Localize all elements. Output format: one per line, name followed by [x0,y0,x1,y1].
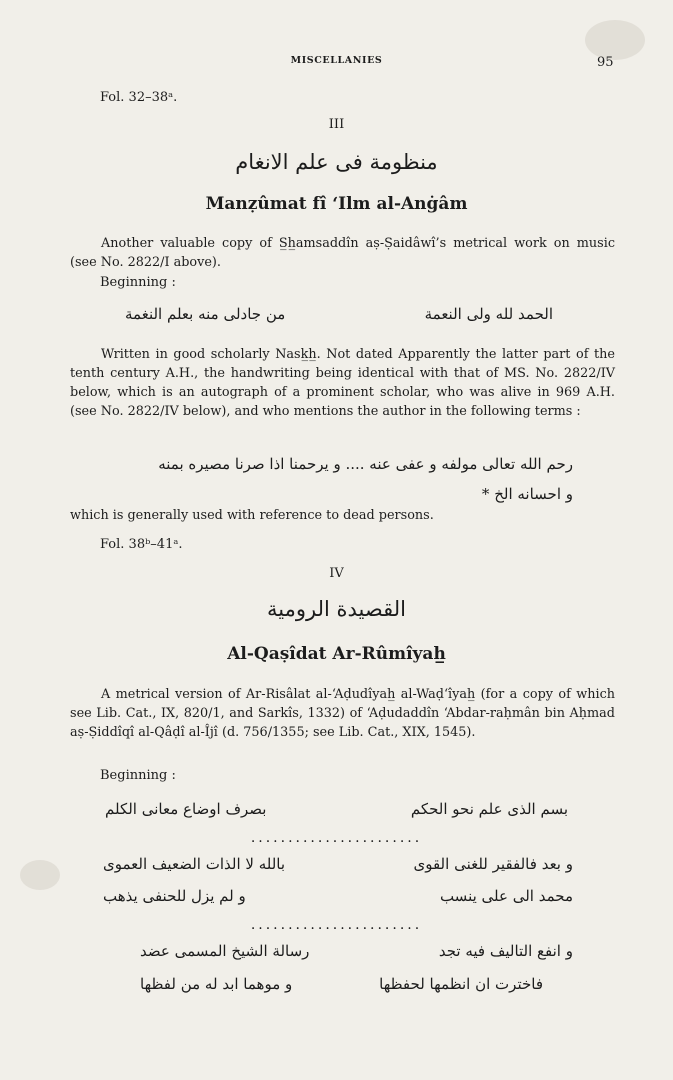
section-numeral-iii: III [328,117,345,132]
verse-1-right: بسم الذى علم نحو الحكم [410,800,568,818]
description-paragraph-4: A metrical version of Ar-Risâlat al-ʻAḍudîyah̲ al-Waḍʻîyah̲ (for a copy of which see Lib. Cat., IX, 820/1, and Sarkîs, 1332) of ʻAḍudaddîn ʻAbdar-raḥmân bin Aḥmad aṣ-Ṣiddîqî al-Qâḍî al-Îjî (d. 756/1355; see Lib. Cat., XIX, 1545). [70,687,615,740]
section-title-1: Manẓûmat fî ʻIlm al-Anġâm [205,194,468,214]
beginning-arabic-right: الحمد لله ولى النعمة [424,305,553,323]
quote-arabic-line-2: و احسانه الخ * [481,485,573,503]
folio-reference-2: Fol. 38ᵇ–41ᵃ. [100,537,183,552]
ellipsis-dots-2: ....................... [250,917,423,933]
verse-5-left: و موهما ابد له من لفظها [140,975,293,993]
section-title-2: Al-Qaṣîdat Ar-Rûmîyah̲ [227,644,446,664]
verse-1-left: بصرف اوضاع معانى الكلم [105,800,267,818]
description-paragraph-3: which is generally used with reference to dead persons. [70,508,434,523]
description-paragraph-1: Another valuable copy of S̲h̲amsaddîn aṣ-Ṣaidâwî’s metrical work on music (see No. 2822/I above). [70,236,615,270]
verse-2-right: و بعد فالفقير للغنى القوى [413,855,573,873]
beginning-label-1: Beginning : [100,275,176,290]
verse-3-left: و لم يزل للحنفى يذهب [103,887,246,905]
verse-5-right: فاخترت ان انظمها لحفظها [379,975,543,993]
beginning-arabic-left: من جادلى منه بعلم النغمة [125,305,286,323]
verse-3-right: محمد الى على ينسب [439,887,573,905]
page-number: 95 [597,55,614,70]
verse-4-left: رسالة الشيخ المسمى عضد [140,942,310,960]
running-head: MISCELLANIES [290,55,383,66]
ellipsis-dots-1: ....................... [250,830,423,846]
folio-reference-1: Fol. 32–38ᵃ. [100,90,178,105]
verse-2-left: بالله لا الذات الضعيف العموى [103,855,286,873]
beginning-label-2: Beginning : [100,768,176,783]
arabic-title-1: منظومة فى علم الانغام [235,150,438,174]
description-paragraph-2: Written in good scholarly Nask̲h̲. Not dated Apparently the latter part of the tenth century A.H., the handwriting being identical with that of MS. No. 2822/IV below, which is an autograph of a prominent scholar, who was alive in 969 A.H. (see No. 2822/IV below), and who mentions the author in the following terms : [70,347,615,419]
verse-4-right: و انفع التاليف فيه تجد [438,942,573,960]
arabic-title-2: القصيدة الرومية [267,597,406,621]
quote-arabic-line-1: رحم الله تعالى مولفه و عفى عنه .... و يرحمنا اذا صرنا مصيره بمنه [158,455,573,473]
section-numeral-iv: IV [329,566,344,581]
